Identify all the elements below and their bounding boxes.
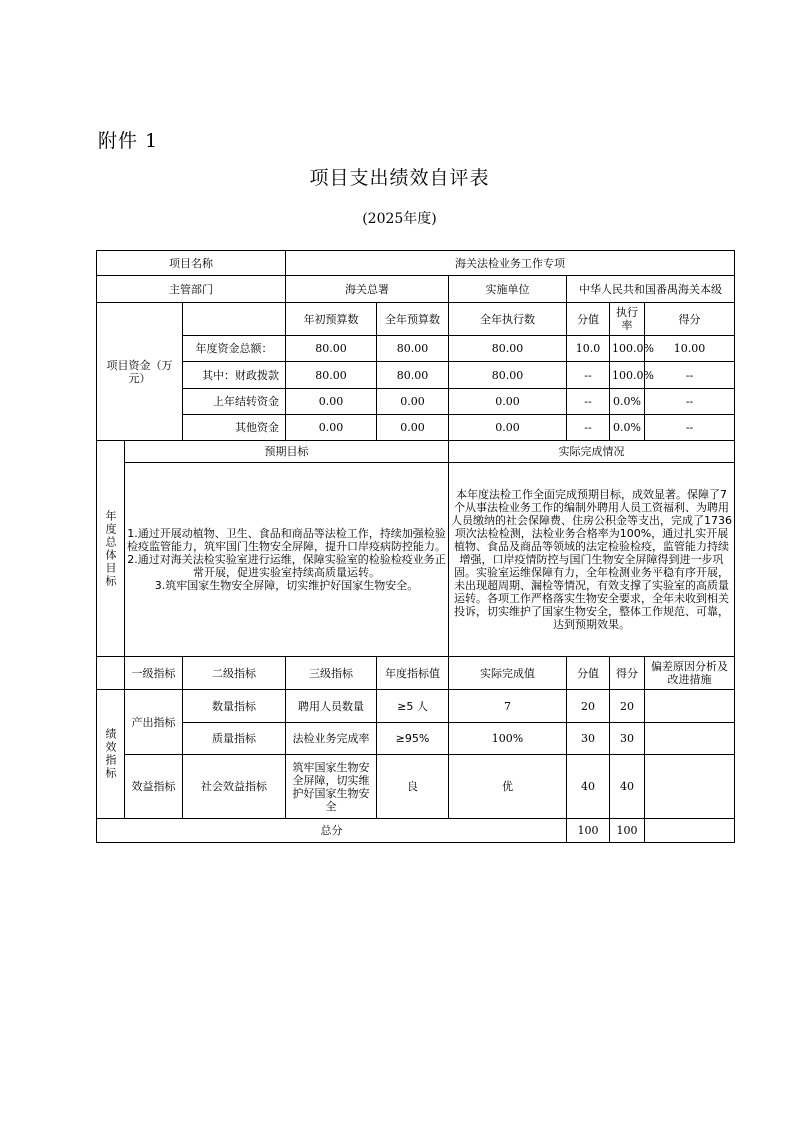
funds-header-blank bbox=[183, 303, 286, 336]
expected-goals-header: 预期目标 bbox=[125, 441, 449, 463]
indicator-actual: 7 bbox=[449, 690, 567, 723]
indicator-level2: 数量指标 bbox=[183, 690, 286, 723]
indicator-target: ≥95% bbox=[377, 723, 449, 755]
indicator-level1: 产出指标 bbox=[125, 690, 183, 755]
indicator-actual: 优 bbox=[449, 755, 567, 819]
funds-full: 0.00 bbox=[377, 389, 449, 415]
page-title: 项目支出绩效自评表 bbox=[309, 167, 490, 189]
indicator-row bbox=[97, 755, 735, 819]
total-deviation bbox=[645, 819, 735, 843]
funds-score: -- bbox=[645, 362, 735, 389]
funds-exec: 0.00 bbox=[449, 415, 567, 441]
department-row bbox=[97, 276, 735, 303]
unit-value: 中华人民共和国番禺海关本级 bbox=[567, 276, 735, 303]
indicator-level3: 聘用人员数量 bbox=[286, 690, 377, 723]
funds-row-label: 年度资金总额： bbox=[183, 336, 286, 362]
indicator-actual: 100% bbox=[449, 723, 567, 755]
funds-header-full: 全年预算数 bbox=[377, 303, 449, 336]
year-subtitle: (2025年度) bbox=[362, 211, 437, 227]
indicator-level3: 法检业务完成率 bbox=[286, 723, 377, 755]
total-row bbox=[97, 819, 735, 843]
funds-label: 项目资金（万元） bbox=[97, 303, 183, 441]
funds-rate: 0.0% bbox=[610, 415, 645, 441]
funds-score-value: -- bbox=[567, 389, 610, 415]
funds-row bbox=[97, 389, 735, 415]
indicator-score-value: 20 bbox=[567, 690, 610, 723]
indicator-score: 20 bbox=[610, 690, 645, 723]
expected-goals-content bbox=[125, 463, 449, 657]
project-name-value: 海关法检业务工作专项 bbox=[286, 251, 735, 276]
funds-exec: 80.00 bbox=[449, 362, 567, 389]
funds-row-label: 其中：财政拨款 bbox=[183, 362, 286, 389]
funds-row bbox=[97, 336, 735, 362]
funds-exec: 0.00 bbox=[449, 389, 567, 415]
indicator-score-value: 30 bbox=[567, 723, 610, 755]
funds-score-value: 10.0 bbox=[567, 336, 610, 362]
expected-goal-item: 2.通过对海关法检实验室进行运维，保障实验室的检验检疫业务正常开展，促进实验室持续高质量运转。 bbox=[127, 553, 446, 579]
indicators-header-level1: 一级指标 bbox=[125, 657, 183, 690]
indicator-level1: 效益指标 bbox=[125, 755, 183, 819]
dept-value: 海关总署 bbox=[286, 276, 449, 303]
funds-row bbox=[97, 362, 735, 389]
indicators-header-level3: 三级指标 bbox=[286, 657, 377, 690]
funds-header-score-value: 分值 bbox=[567, 303, 610, 336]
total-score: 100 bbox=[610, 819, 645, 843]
indicators-header-row bbox=[97, 657, 735, 690]
funds-header-score: 得分 bbox=[645, 303, 735, 336]
dept-label: 主管部门 bbox=[97, 276, 286, 303]
indicator-deviation bbox=[645, 690, 735, 723]
funds-score: 10.00 bbox=[645, 336, 735, 362]
unit-label: 实施单位 bbox=[449, 276, 567, 303]
funds-score: -- bbox=[645, 415, 735, 441]
indicator-deviation bbox=[645, 723, 735, 755]
funds-exec: 80.00 bbox=[449, 336, 567, 362]
actual-completion-header: 实际完成情况 bbox=[449, 441, 735, 463]
indicator-row bbox=[97, 723, 735, 755]
indicators-header-target: 年度指标值 bbox=[377, 657, 449, 690]
funds-rate: 100.0% bbox=[610, 336, 645, 362]
funds-score-value: -- bbox=[567, 362, 610, 389]
goals-label: 年度总体目标 bbox=[97, 441, 125, 657]
funds-full: 0.00 bbox=[377, 415, 449, 441]
funds-rate: 100.0% bbox=[610, 362, 645, 389]
indicator-target: ≥5 人 bbox=[377, 690, 449, 723]
goals-header-row bbox=[97, 441, 735, 463]
indicators-header-score-value: 分值 bbox=[567, 657, 610, 690]
indicator-row bbox=[97, 690, 735, 723]
funds-initial: 80.00 bbox=[286, 362, 377, 389]
funds-full: 80.00 bbox=[377, 362, 449, 389]
indicator-score: 30 bbox=[610, 723, 645, 755]
indicators-header-level2: 二级指标 bbox=[183, 657, 286, 690]
expected-goal-item: 1.通过开展动植物、卫生、食品和商品等法检工作，持续加强检验检疫监管能力，筑牢国门生物安全屏障，提升口岸疫病防控能力。 bbox=[127, 527, 446, 553]
funds-row bbox=[97, 415, 735, 441]
funds-header-initial: 年初预算数 bbox=[286, 303, 377, 336]
indicator-level3: 筑牢国家生物安全屏障，切实维护好国家生物安全 bbox=[286, 755, 377, 819]
funds-initial: 80.00 bbox=[286, 336, 377, 362]
indicators-header-deviation: 偏差原因分析及改进措施 bbox=[645, 657, 735, 690]
project-name-label: 项目名称 bbox=[97, 251, 286, 276]
indicators-header-actual: 实际完成值 bbox=[449, 657, 567, 690]
indicator-level2: 社会效益指标 bbox=[183, 755, 286, 819]
total-label: 总分 bbox=[97, 819, 567, 843]
attachment-label: 附件 1 bbox=[98, 130, 159, 152]
actual-completion-content: 本年度法检工作全面完成预期目标，成效显著。保障了7个从事法检业务工作的编制外聘用人员工资福利、为聘用人员缴纳的社会保障费、住房公积金等支出，完成了1736项次法检检测，法检业务合格率为100%，通过扎实开展植物、食品及商品等领域的法定检验检疫，监管能力持续增强，口岸疫情防控与国门生物安全屏障得到进一步巩固。实验室运维保障有力，全年检测业务平稳有序开展，未出现超周期、漏检等情况，有效支撑了实验室的高质量运转。各项工作严格落实生物安全要求，全年未收到相关投诉，切实维护了国家生物安全，整体工作规范、可靠，达到预期效果。 bbox=[449, 463, 735, 657]
funds-row-label: 其他资金 bbox=[183, 415, 286, 441]
indicator-deviation bbox=[645, 755, 735, 819]
funds-initial: 0.00 bbox=[286, 415, 377, 441]
indicator-level2: 质量指标 bbox=[183, 723, 286, 755]
total-score-value: 100 bbox=[567, 819, 610, 843]
funds-header-rate: 执行率 bbox=[610, 303, 645, 336]
indicators-label: 绩效指标 bbox=[97, 690, 125, 819]
evaluation-table bbox=[96, 250, 735, 843]
indicator-score: 40 bbox=[610, 755, 645, 819]
project-name-row bbox=[97, 251, 735, 276]
goals-content-row bbox=[97, 463, 735, 657]
expected-goal-item: 3.筑牢国家生物安全屏障，切实维护好国家生物安全。 bbox=[154, 579, 419, 592]
indicators-header-score: 得分 bbox=[610, 657, 645, 690]
funds-initial: 0.00 bbox=[286, 389, 377, 415]
funds-score-value: -- bbox=[567, 415, 610, 441]
funds-header-row bbox=[97, 303, 735, 336]
funds-header-exec: 全年执行数 bbox=[449, 303, 567, 336]
funds-full: 80.00 bbox=[377, 336, 449, 362]
indicator-target: 良 bbox=[377, 755, 449, 819]
funds-row-label: 上年结转资金 bbox=[183, 389, 286, 415]
indicator-score-value: 40 bbox=[567, 755, 610, 819]
indicators-header-blank bbox=[97, 657, 125, 690]
funds-score: -- bbox=[645, 389, 735, 415]
funds-rate: 0.0% bbox=[610, 389, 645, 415]
